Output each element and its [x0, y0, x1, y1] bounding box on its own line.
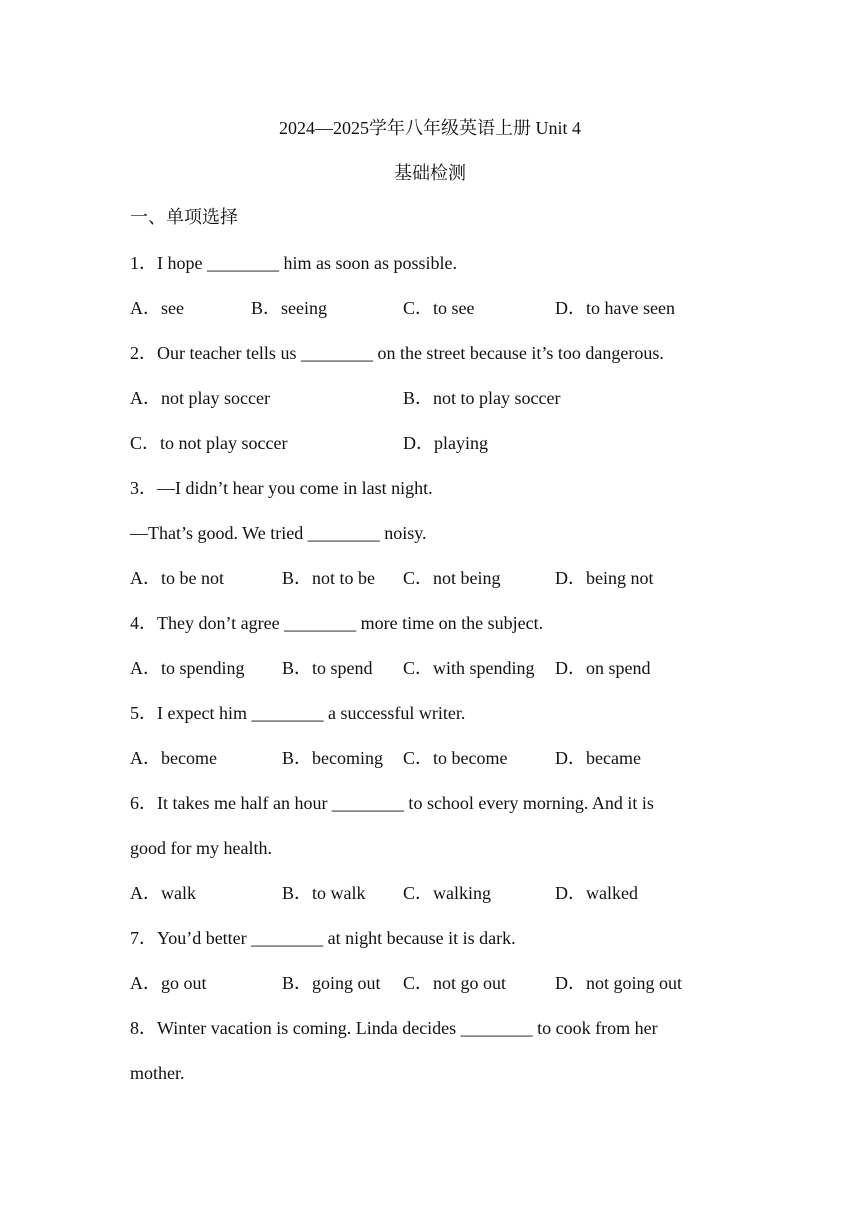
question-5-option-c: C．to become — [403, 748, 508, 768]
question-3-option-d: D．being not — [555, 568, 654, 588]
question-3-option-c: C．not being — [403, 568, 501, 588]
question-1-stem: 1．I hope ________ him as soon as possible. — [130, 253, 457, 273]
question-8-stem-continued: mother. — [130, 1063, 185, 1083]
question-4-stem: 4．They don’t agree ________ more time on the subject. — [130, 613, 544, 633]
question-5-option-a: A．become — [130, 748, 217, 768]
question-8-stem: 8．Winter vacation is coming. Linda decides ________ to cook from her — [130, 1018, 658, 1038]
question-6-option-a: A．walk — [130, 883, 196, 903]
question-7-option-d: D．not going out — [555, 973, 683, 993]
question-3-option-b: B．not to be — [282, 568, 375, 588]
question-1-option-d: D．to have seen — [555, 298, 675, 318]
question-4-option-a: A．to spending — [130, 658, 245, 678]
question-4-option-c: C．with spending — [403, 658, 535, 678]
document-subtitle: 基础检测 — [394, 163, 466, 183]
question-2-stem: 2．Our teacher tells us ________ on the street because it’s too dangerous. — [130, 343, 664, 363]
question-6-stem: 6．It takes me half an hour ________ to school every morning. And it is — [130, 793, 654, 813]
document-title: 2024—2025学年八年级英语上册 Unit 4 — [279, 118, 581, 138]
question-6-stem-continued: good for my health. — [130, 838, 272, 858]
question-6-option-b: B．to walk — [282, 883, 366, 903]
question-1-option-b: B．seeing — [251, 298, 327, 318]
section-heading: 一、单项选择 — [130, 207, 238, 227]
question-7-stem: 7．You’d better ________ at night because it is dark. — [130, 928, 516, 948]
question-5-option-b: B．becoming — [282, 748, 383, 768]
question-3-option-a: A．to be not — [130, 568, 224, 588]
question-2-option-b: B．not to play soccer — [403, 388, 561, 408]
question-7-option-a: A．go out — [130, 973, 207, 993]
question-5-option-d: D．became — [555, 748, 641, 768]
question-4-option-d: D．on spend — [555, 658, 651, 678]
question-2-option-c: C．to not play soccer — [130, 433, 288, 453]
question-7-option-b: B．going out — [282, 973, 381, 993]
question-7-option-c: C．not go out — [403, 973, 507, 993]
question-2-option-d: D．playing — [403, 433, 488, 453]
question-6-option-c: C．walking — [403, 883, 491, 903]
question-1-option-a: A．see — [130, 298, 184, 318]
question-6-option-d: D．walked — [555, 883, 638, 903]
question-5-stem: 5．I expect him ________ a successful writer. — [130, 703, 466, 723]
question-3-stem-continued: —That’s good. We tried ________ noisy. — [130, 523, 427, 543]
question-3-stem: 3．—I didn’t hear you come in last night. — [130, 478, 433, 498]
question-4-option-b: B．to spend — [282, 658, 373, 678]
question-1-option-c: C．to see — [403, 298, 475, 318]
question-2-option-a: A．not play soccer — [130, 388, 270, 408]
